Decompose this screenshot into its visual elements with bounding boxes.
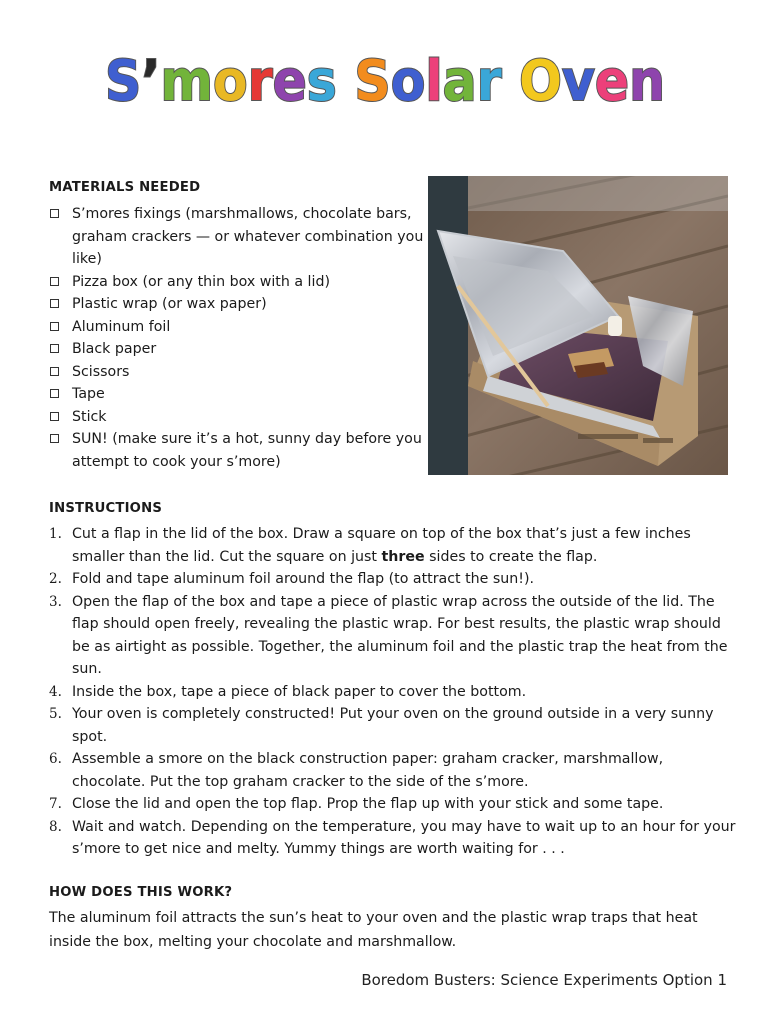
title-letter: S: [354, 49, 395, 114]
materials-item: [49, 338, 429, 361]
step-number: 3.: [49, 593, 62, 610]
title-text: [105, 49, 669, 114]
title-letter: e: [272, 49, 311, 114]
instruction-step: [49, 681, 739, 704]
solar-oven-illustration: [428, 176, 728, 475]
materials-heading: MATERIALS NEEDED: [49, 180, 201, 195]
title-letter: m: [160, 49, 219, 114]
materials-item-text: Stick: [72, 408, 107, 425]
materials-item: [49, 383, 429, 406]
materials-item: [49, 406, 429, 429]
footer-caption: Boredom Busters: Science Experiments Option 1: [361, 971, 727, 989]
title-letter: e: [594, 49, 633, 114]
instruction-step: [49, 523, 739, 568]
page-title: [0, 44, 770, 116]
materials-item: [49, 428, 429, 473]
checkbox-icon: [50, 322, 59, 331]
title-letter: r: [476, 49, 505, 114]
materials-item: [49, 203, 429, 271]
title-letter: S: [105, 49, 146, 114]
title-letter: n: [629, 49, 669, 114]
how-text: The aluminum foil attracts the sun’s heat to your oven and the plastic wrap traps that heat inside the box, melting your chocolate and marshmallow.: [49, 910, 698, 950]
step-text-tail: sides to create the flap.: [424, 548, 598, 565]
title-letter: s: [306, 49, 341, 114]
how-heading: HOW DOES THIS WORK?: [49, 885, 233, 900]
instruction-step: [49, 816, 739, 861]
page-title-graphic: [85, 44, 685, 116]
instruction-step: [49, 591, 739, 681]
how-section: [49, 885, 739, 954]
step-text: Fold and tape aluminum foil around the flap (to attract the sun!).: [72, 571, 535, 587]
materials-item-text: Pizza box (or any thin box with a lid): [72, 273, 330, 290]
materials-item-text: Tape: [72, 386, 105, 402]
checkbox-icon: [50, 299, 59, 308]
step-text: Wait and watch. Depending on the temperature, you may have to wait up to an hour for your s’more to get nice and melty. Yummy things are worth waiting for . . .: [72, 818, 736, 857]
materials-item: [49, 293, 429, 316]
step-number: 2.: [49, 571, 62, 587]
materials-item-text: Black paper: [72, 341, 157, 357]
title-letter: [337, 49, 355, 114]
instruction-step: [49, 703, 739, 748]
materials-item-text: Plastic wrap (or wax paper): [72, 296, 267, 312]
checkbox-icon: [50, 389, 59, 398]
title-letter: o: [213, 49, 252, 114]
title-letter: l: [425, 49, 445, 114]
step-number: 1.: [49, 526, 62, 542]
solar-oven-photo: [428, 176, 728, 475]
instruction-step: [49, 748, 739, 793]
instruction-step: [49, 793, 739, 816]
step-text: Your oven is completely constructed! Put your oven on the ground outside in a very sunny spot.: [72, 706, 714, 745]
materials-item: [49, 361, 429, 384]
checkbox-icon: [50, 344, 59, 353]
title-letter: a: [442, 49, 481, 114]
step-number: 4.: [49, 683, 62, 700]
instructions-heading: INSTRUCTIONS: [49, 501, 163, 516]
materials-item-text: S’mores fixings (marshmallows, chocolate bars, graham crackers — or whatever combination you like): [72, 206, 424, 267]
step-emphasis: three: [381, 548, 425, 565]
checkbox-icon: [50, 434, 59, 443]
materials-item: [49, 271, 429, 294]
checkbox-icon: [50, 277, 59, 286]
materials-section: [49, 180, 429, 473]
materials-list: [49, 203, 429, 473]
title-letter: ’: [141, 49, 163, 114]
step-number: 5.: [49, 706, 62, 722]
step-number: 7.: [49, 796, 62, 812]
materials-item-text: SUN! (make sure it’s a hot, sunny day before you attempt to cook your s’more): [72, 431, 422, 470]
checkbox-icon: [50, 412, 59, 421]
checkbox-icon: [50, 367, 59, 376]
checkbox-icon: [50, 209, 59, 218]
title-letter: v: [562, 49, 599, 114]
materials-item-text: Scissors: [72, 363, 130, 380]
step-text: Close the lid and open the top flap. Prop the flap up with your stick and some tape.: [72, 796, 664, 812]
materials-item-text: Aluminum foil: [72, 318, 171, 335]
title-letter: O: [519, 49, 567, 114]
step-text: Assemble a smore on the black construction paper: graham cracker, marshmallow, chocolate. Put the top graham cracker to the side of the s’more.: [72, 751, 664, 790]
step-text: Cut a flap in the lid of the box. Draw a square on top of the box that’s just a few inches smaller than the lid. Cut the square on just: [72, 526, 691, 565]
title-letter: r: [247, 49, 276, 114]
instruction-step: [49, 568, 739, 591]
instructions-section: [49, 501, 739, 861]
materials-item: [49, 316, 429, 339]
step-number: 8.: [49, 818, 62, 835]
instructions-list: [49, 523, 739, 861]
step-text: Inside the box, tape a piece of black paper to cover the bottom.: [72, 683, 527, 700]
title-letter: o: [390, 49, 430, 114]
step-number: 6.: [49, 751, 62, 767]
title-letter: [502, 49, 520, 114]
step-text: Open the flap of the box and tape a piece of plastic wrap across the outside of the lid. The flap should open freely, revealing the plastic wrap. For best results, the plastic wrap should be as airtight as possible. Together, the aluminum foil and the plastic trap the heat from the sun.: [72, 593, 728, 677]
